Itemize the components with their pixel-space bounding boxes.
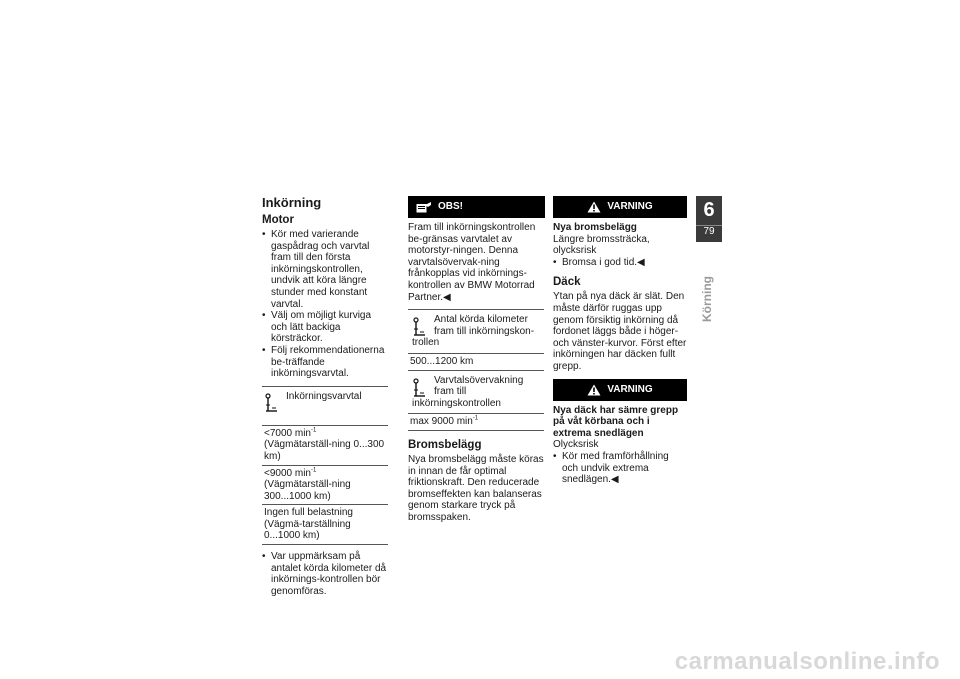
list-item: • Kör med framförhållning och undvik extrema snedlägen.◀ (553, 451, 687, 486)
bullet-list (553, 257, 687, 269)
bullet-list (262, 229, 388, 380)
spec-header (262, 387, 388, 426)
warning-title: Nya däck har sämre grepp på våt körbana och i extrema snedlägen (553, 404, 679, 439)
chapter-number: 6 (703, 199, 715, 221)
spec-header (408, 310, 544, 354)
hand-note-icon (416, 201, 432, 213)
gauge-icon (412, 317, 426, 337)
section-heading: Bromsbelägg (408, 438, 482, 451)
page-number: 79 (696, 225, 722, 238)
chapter-tab (696, 196, 722, 242)
column-middle (408, 196, 545, 523)
body-paragraph: Nya bromsbelägg måste köras in innan de får optimal friktionskraft. Den reducerade bromseffekten kan balanseras genom starkare tryck på bromsspaken. (408, 453, 544, 523)
warning-triangle-icon (587, 201, 601, 213)
list-item: • Kör med varierande gaspådrag och varvtal fram till den första inkörningskontrollen, undvik att köra längre stunder med konstant varvtal. (262, 229, 388, 310)
warning-banner (553, 196, 687, 218)
spec-row: max 9000 $\min^{-1}$ (408, 414, 544, 431)
gauge-icon (412, 378, 426, 398)
list-item: • Följ rekommendationerna be-träffande inkörningsvarvtal. (262, 345, 388, 380)
spec-row: <7000 $\min^{-1}$ (Vägmätarställ-ning 0...300 km) (262, 426, 388, 466)
gauge-icon (264, 393, 278, 413)
spec-table (262, 386, 388, 545)
section-heading: Däck (553, 276, 581, 289)
body-paragraph: Ytan på nya däck är slät. Den måste därför ruggas upp genom försiktig inkörning då fordonet läggs både i höger- och vänster-kurvor. Först efter inkörningen har däcken fullt grepp. (553, 291, 687, 372)
spec-row: <9000 $\min^{-1}$ (Vägmätarställ-ning 300...1000 km) (262, 466, 388, 506)
list-item: • Var uppmärksam på antalet körda kilometer då inkörnings-kontrollen bör genomföras. (262, 551, 388, 597)
warning-triangle-icon (587, 384, 601, 396)
warning-banner (553, 379, 687, 401)
list-item: • Välj om möjligt kurviga och lätt backiga körsträckor. (262, 310, 388, 345)
warning-label: VARNING (607, 201, 653, 213)
obs-text: Fram till inkörningskontrollen be-gränsas varvtalet av motorstyr-ningen. Denna varvtalsövervak-ning frånkopplas vid inkörnings-kontrollen av BMW Motorrad Partner.◀ (408, 222, 536, 303)
column-right (553, 196, 687, 486)
chapter-side-label: Körning (700, 276, 714, 322)
watermark: carmanualsonline.info (674, 648, 940, 675)
list-item: • Bromsa i god tid.◀ (553, 257, 687, 269)
bullet-list (553, 451, 687, 486)
spec-header (408, 371, 544, 415)
section-subtitle: Motor (262, 214, 294, 226)
obs-banner (408, 196, 545, 218)
warning-text: Olycksrisk (553, 439, 599, 451)
column-left (262, 196, 388, 597)
spec-row: 500...1200 km (408, 354, 544, 371)
spec-row: Ingen full belastning (Vägmä-tarställning 0...1000 km) (262, 505, 388, 545)
spec-header-label: Inkörningsvarvtal (286, 390, 362, 402)
obs-label: OBS! (438, 201, 463, 213)
warning-text: Längre bromssträcka, olycksrisk (553, 233, 650, 257)
warning-title: Nya bromsbelägg (553, 222, 637, 233)
spec-header-label: Antal körda kilometer fram till inkörningskon-trollen (412, 314, 535, 349)
bullet-list (262, 551, 388, 597)
section-title: Inkörning (262, 195, 322, 210)
warning-label: VARNING (607, 383, 653, 395)
spec-header-label: Varvtalsövervakning fram till inkörningskontrollen (412, 374, 524, 409)
spec-table (408, 309, 544, 431)
